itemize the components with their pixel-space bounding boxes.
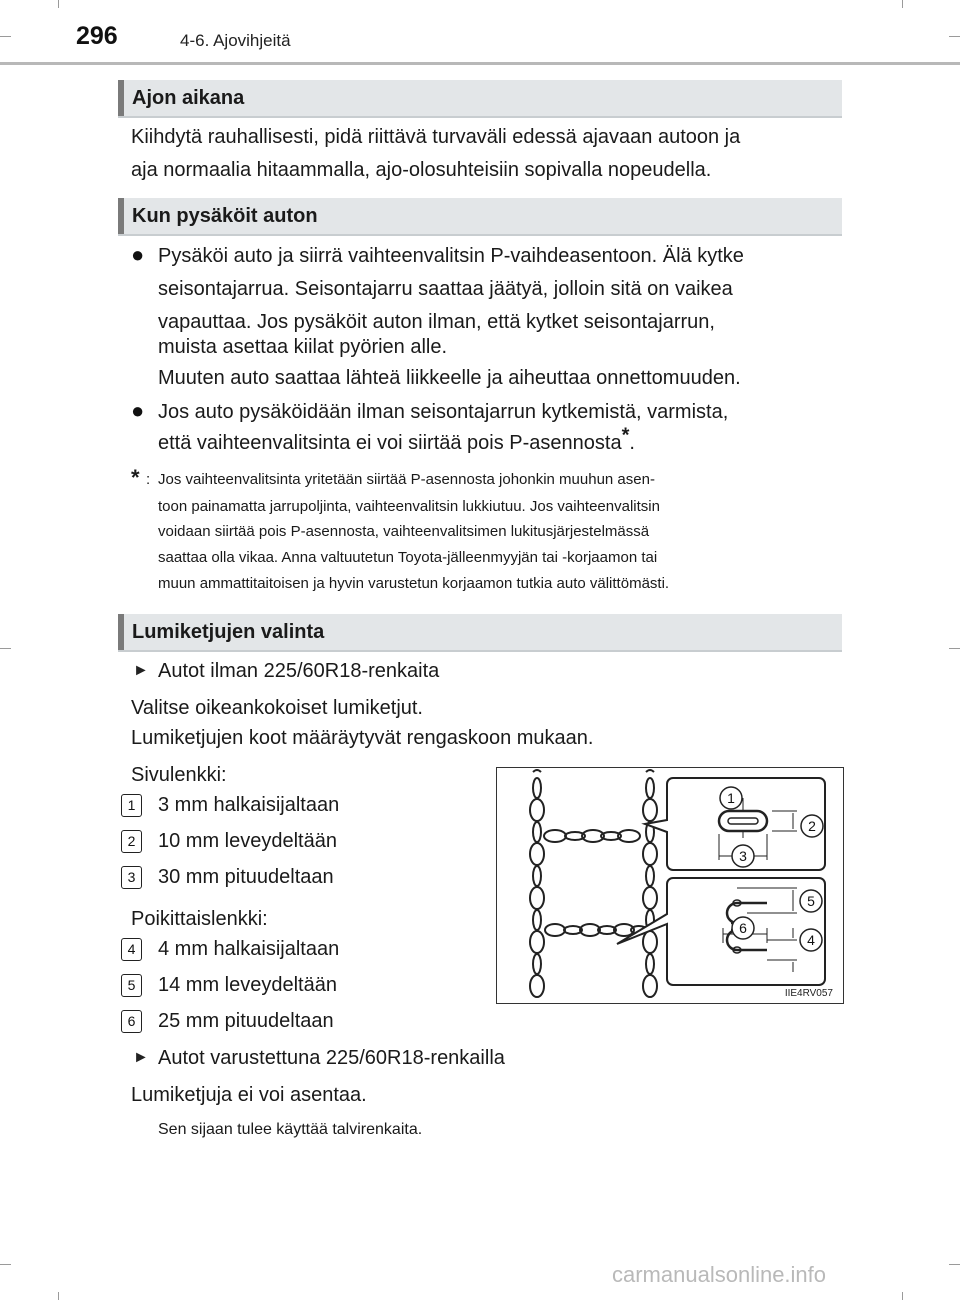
triangle-bullet-icon: ► bbox=[133, 662, 149, 679]
crop-mark bbox=[902, 1292, 903, 1300]
footnote-line-5: muun ammattitaitoisen ja hyvin varustetun korjaamon tutkia auto välittömästi. bbox=[158, 575, 670, 592]
callout-label: 6 bbox=[739, 920, 747, 936]
parking-bullet2-line-1: Jos auto pysäköidään ilman seisontajarrun kytkemistä, varmista, bbox=[158, 401, 729, 423]
section-heading-text: Lumiketjujen valinta bbox=[132, 621, 325, 643]
chapter-title: 4-6. Ajovihjeitä bbox=[180, 31, 291, 50]
callout-number: 4 bbox=[121, 938, 142, 961]
parking-bullet1-line-2: seisontajarrua. Seisontajarru saattaa jäätyä, jolloin sitä on vaikea bbox=[158, 278, 733, 300]
section-heading-chains bbox=[118, 614, 842, 652]
cross-item-5: 14 mm leveydeltään bbox=[158, 974, 337, 996]
driving-line-1: Kiihdytä rauhallisesti, pidä riittävä turvaväli edessä ajavaan autoon ja bbox=[131, 126, 741, 148]
parking-bullet2-end: . bbox=[629, 432, 635, 454]
watermark: carmanualsonline.info bbox=[612, 1262, 827, 1287]
side-link-label: Sivulenkki: bbox=[131, 764, 227, 786]
side-item-1: 3 mm halkaisijaltaan bbox=[158, 794, 340, 816]
heading-bar bbox=[118, 80, 124, 116]
section-heading-text: Kun pysäköit auton bbox=[132, 205, 318, 227]
section-heading-text: Ajon aikana bbox=[132, 87, 245, 109]
crop-mark bbox=[949, 1264, 960, 1265]
section-heading-parking bbox=[118, 198, 842, 236]
chains-case1-title: Autot ilman 225/60R18-renkaita bbox=[158, 660, 440, 682]
chains-intro-1: Valitse oikeankokoiset lumiketjut. bbox=[131, 697, 423, 719]
crop-mark bbox=[0, 1264, 11, 1265]
callout-number: 6 bbox=[121, 1010, 142, 1033]
cross-item-4: 4 mm halkaisijaltaan bbox=[158, 938, 340, 960]
parking-bullet1-line-4: muista asettaa kiilat pyörien alle. bbox=[158, 336, 448, 358]
callout-label: 5 bbox=[807, 893, 815, 909]
heading-bar bbox=[118, 198, 124, 234]
header-rule bbox=[0, 62, 960, 65]
cross-link-label: Poikittaislenkki: bbox=[131, 908, 268, 930]
callout-label: 3 bbox=[739, 848, 747, 864]
side-item-3: 30 mm pituudeltaan bbox=[158, 866, 334, 888]
callout-number: 3 bbox=[121, 866, 142, 889]
bullet-icon: ● bbox=[131, 242, 145, 267]
crop-mark bbox=[58, 1292, 59, 1300]
footnote-colon: : bbox=[146, 471, 151, 488]
vertical-chain-right bbox=[643, 770, 657, 997]
footnote-line-3: voidaan siirtää pois P-asennosta, vaihteenvalitsimen lukitusjärjestelmässä bbox=[158, 523, 650, 540]
chains-case2-note: Sen sijaan tulee käyttää talvirenkaita. bbox=[158, 1121, 423, 1138]
section-heading-driving bbox=[118, 80, 842, 118]
footnote-star: * bbox=[131, 465, 140, 490]
crop-mark bbox=[58, 0, 59, 8]
snow-chain-figure bbox=[496, 767, 844, 1004]
figure-code: IIE4RV057 bbox=[784, 988, 833, 999]
footnote-line-2: toon painamatta jarrupoljinta, vaihteenvalitsin lukkiutuu. Jos vaihteenvalitsin bbox=[158, 498, 660, 515]
callout-number: 1 bbox=[121, 794, 142, 817]
callout-number: 2 bbox=[121, 830, 142, 853]
callout-label: 1 bbox=[727, 790, 735, 806]
callout-label: 2 bbox=[808, 818, 816, 834]
crop-mark bbox=[0, 648, 11, 649]
snow-chain-illustration bbox=[497, 768, 843, 1003]
cross-item-6: 25 mm pituudeltaan bbox=[158, 1010, 334, 1032]
triangle-bullet-icon: ► bbox=[133, 1049, 149, 1066]
chains-intro-2: Lumiketjujen koot määräytyvät rengaskoon mukaan. bbox=[131, 727, 594, 749]
driving-line-2: aja normaalia hitaammalla, ajo-olosuhteisiin sopivalla nopeudella. bbox=[131, 159, 712, 181]
parking-bullet2-text: että vaihteenvalitsinta ei voi siirtää pois P-asennosta bbox=[158, 432, 622, 454]
vertical-chain-left bbox=[530, 770, 544, 997]
parking-bullet1-line-3: vapauttaa. Jos pysäköit auton ilman, että kytket seisontajarrun, bbox=[158, 311, 715, 333]
crop-mark bbox=[949, 36, 960, 37]
chains-case2-text: Lumiketjuja ei voi asentaa. bbox=[131, 1084, 367, 1106]
page-number: 296 bbox=[76, 22, 118, 50]
crop-mark bbox=[949, 648, 960, 649]
crop-mark bbox=[0, 36, 11, 37]
parking-bullet1-extra: Muuten auto saattaa lähteä liikkeelle ja aiheuttaa onnettomuuden. bbox=[158, 367, 741, 389]
footnote-line-4: saattaa olla vikaa. Anna valtuutetun Toyota-jälleenmyyjän tai -korjaamon tai bbox=[158, 549, 658, 566]
callout-number: 5 bbox=[121, 974, 142, 997]
callout-label: 4 bbox=[807, 932, 815, 948]
side-item-2: 10 mm leveydeltään bbox=[158, 830, 337, 852]
heading-bar bbox=[118, 614, 124, 650]
footnote-line-1: Jos vaihteenvalitsinta yritetään siirtää P-asennosta johonkin muuhun asen- bbox=[158, 471, 655, 488]
parking-bullet1-line-1: Pysäköi auto ja siirrä vaihteenvalitsin P-vaihdeasentoon. Älä kytke bbox=[158, 245, 744, 267]
bullet-icon: ● bbox=[131, 398, 145, 423]
chains-case2-title: Autot varustettuna 225/60R18-renkailla bbox=[158, 1047, 505, 1069]
parking-bullet2-line-2 bbox=[158, 424, 841, 460]
crop-mark bbox=[902, 0, 903, 8]
cross-chain-upper bbox=[544, 830, 640, 842]
footnote-marker: * bbox=[621, 424, 630, 447]
